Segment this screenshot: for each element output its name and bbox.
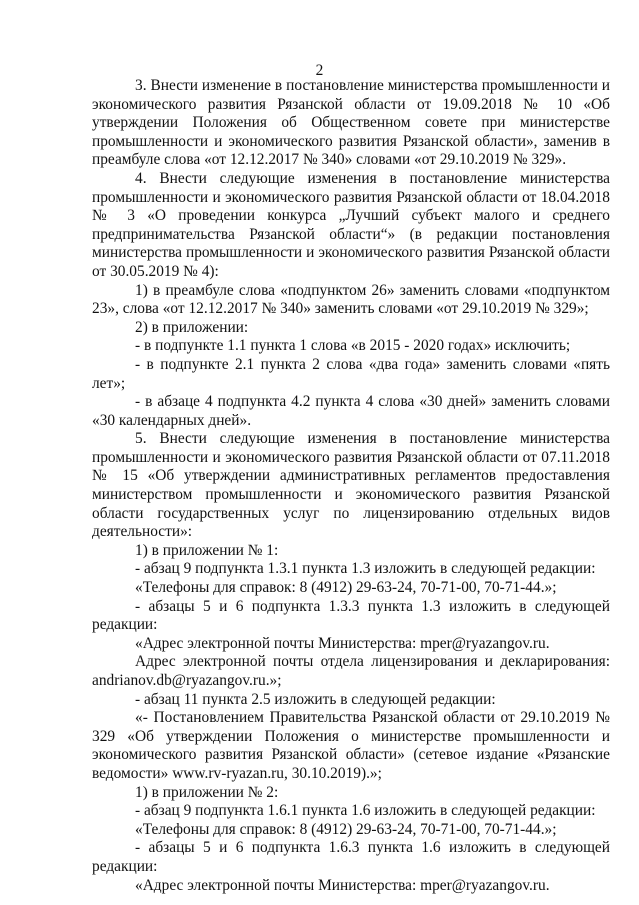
paragraph-dash-4-2-b: - в подпункте 2.1 пункта 2 слова «два года» заменить словами «пять лет»;	[92, 355, 610, 392]
paragraph-dash-5-2-b: - абзацы 5 и 6 подпункта 1.6.3 пункта 1.6 изложить в следующей редакции:	[92, 839, 610, 875]
paragraph-quote-resolution: «- Постановлением Правительства Рязанской области от 29.10.2019 № 329 «Об утверждении Положения о министерстве промышленности и экономического развития Рязанской области» (сетевое издание «Рязанские ведомости» www.rv-ryazan.ru, 30.10.2019).»;	[92, 709, 610, 782]
paragraph-quote-phones-2: «Телефоны для справок: 8 (4912) 29-63-24, 70-71-00, 70-71-44.»;	[135, 820, 557, 838]
paragraph-item-4: 4. Внести следующие изменения в постановление министерства промышленности и экономического развития Рязанской области от 18.04.2018 № 3 «О проведении конкурса „Лучший субъект малого и среднего предпринимательства Рязанской области“» (в редакции постановления министерства промышленности и экономического развития Рязанской области от 30.05.2019 № 4):	[92, 169, 610, 280]
paragraph-subitem-4-1: 1) в преамбуле слова «подпунктом 26» заменить словами «подпунктом 23», слова «от 12.12.2017 № 340» заменить словами «от 29.10.2019 № 329»;	[92, 281, 610, 318]
paragraph-dash-5-1-b: - абзацы 5 и 6 подпункта 1.3.3 пункта 1.3 изложить в следующей редакции:	[92, 597, 610, 634]
paragraph-subitem-5-1: 1) в приложении № 1:	[135, 541, 279, 559]
paragraph-dash-5-1-a: - абзац 9 подпункта 1.3.1 пункта 1.3 изложить в следующей редакции:	[135, 560, 596, 578]
paragraph-subitem-5-2: 1) в приложении № 2:	[135, 783, 279, 801]
page-number: 2	[315, 62, 324, 79]
paragraph-dash-4-2-a: - в подпункте 1.1 пункта 1 слова «в 2015 - 2020 годах» исключить;	[135, 337, 571, 355]
paragraph-quote-email-licensing: Адрес электронной почты отдела лицензирования и декларирования: andrianov.db@ryazangov.ru.»;	[92, 653, 610, 689]
paragraph-item-3: 3. Внести изменение в постановление министерства промышленности и экономического развития Рязанской области от 19.09.2018 № 10 «Об утверждении Положения об Общественном совете при министерстве промышленности и экономического развития Рязанской области», заменив в преамбуле слова «от 12.12.2017 № 340» словами «от 29.10.2019 № 329».	[92, 77, 610, 169]
paragraph-quote-phones-1: «Телефоны для справок: 8 (4912) 29-63-24, 70-71-00, 70-71-44.»;	[135, 579, 557, 597]
paragraph-dash-5-1-c: - абзац 11 пункта 2.5 изложить в следующей редакции:	[135, 690, 496, 708]
paragraph-quote-email-1: «Адрес электронной почты Министерства: mper@ryazangov.ru.	[135, 634, 550, 652]
paragraph-subitem-4-2: 2) в приложении:	[135, 318, 249, 336]
document-body	[92, 77, 610, 895]
paragraph-item-5: 5. Внести следующие изменения в постановление министерства промышленности и экономического развития Рязанской области от 07.11.2018 № 15 «Об утверждении административных регламентов предоставления министерством промышленности и экономического развития Рязанской области государственных услуг по лицензированию отдельных видов деятельности»:	[92, 430, 610, 541]
paragraph-dash-5-2-a: - абзац 9 подпункта 1.6.1 пункта 1.6 изложить в следующей редакции:	[135, 802, 596, 820]
paragraph-dash-4-2-c: - в абзаце 4 подпункта 4.2 пункта 4 слова «30 дней» заменить словами «30 календарных дней».	[92, 393, 610, 429]
paragraph-quote-email-2: «Адрес электронной почты Министерства: mper@ryazangov.ru.	[135, 876, 550, 894]
